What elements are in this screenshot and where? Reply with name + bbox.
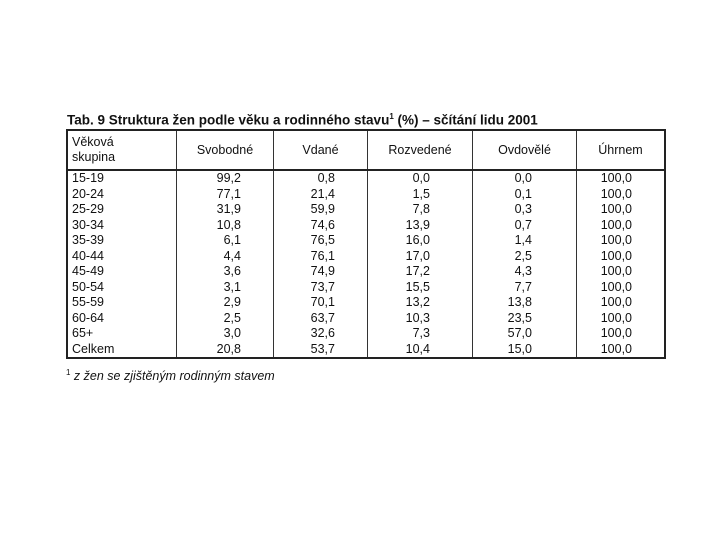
table-cell: 13,8	[473, 295, 577, 311]
table-cell: 7,3	[368, 326, 473, 342]
table-row	[67, 218, 665, 234]
table-cell: 100,0	[577, 280, 666, 296]
table-cell: 57,0	[473, 326, 577, 342]
title-footnote-marker: 1	[389, 112, 394, 121]
table-cell: 70,1	[274, 295, 368, 311]
header-age-group	[67, 130, 177, 170]
table-cell: 77,1	[177, 187, 274, 203]
row-label: 35-39	[67, 233, 177, 249]
table-row	[67, 342, 665, 359]
data-table	[66, 129, 666, 359]
table-row	[67, 295, 665, 311]
row-label: 55-59	[67, 295, 177, 311]
table-cell: 100,0	[577, 264, 666, 280]
table-cell: 100,0	[577, 170, 666, 187]
header-age-group-line2: skupina	[72, 150, 116, 164]
table-cell: 74,9	[274, 264, 368, 280]
table-row	[67, 202, 665, 218]
row-label: 50-54	[67, 280, 177, 296]
header-uhrnem: Úhrnem	[577, 130, 666, 170]
table-row	[67, 187, 665, 203]
table-row	[67, 264, 665, 280]
table-title	[67, 112, 538, 128]
table-cell: 0,0	[368, 170, 473, 187]
table-body	[67, 170, 665, 358]
table-cell: 0,0	[473, 170, 577, 187]
table-cell: 3,0	[177, 326, 274, 342]
footnote-marker: 1	[66, 368, 71, 377]
table-cell: 6,1	[177, 233, 274, 249]
table-cell: 76,5	[274, 233, 368, 249]
table-cell: 32,6	[274, 326, 368, 342]
table-cell: 73,7	[274, 280, 368, 296]
table-cell: 76,1	[274, 249, 368, 265]
title-suffix: (%) – sčítání lidu 2001	[393, 112, 538, 128]
table-cell: 59,9	[274, 202, 368, 218]
table-row	[67, 326, 665, 342]
table-cell: 16,0	[368, 233, 473, 249]
table-cell: 1,5	[368, 187, 473, 203]
header-row	[67, 130, 665, 170]
table-cell: 10,3	[368, 311, 473, 327]
table-cell: 15,0	[473, 342, 577, 359]
header-ovdovele: Ovdovělé	[473, 130, 577, 170]
table-cell: 2,9	[177, 295, 274, 311]
table-cell: 99,2	[177, 170, 274, 187]
table-cell: 4,3	[473, 264, 577, 280]
table-cell: 53,7	[274, 342, 368, 359]
table-cell: 7,8	[368, 202, 473, 218]
header-rozvedene: Rozvedené	[368, 130, 473, 170]
row-label: 15-19	[67, 170, 177, 187]
table-row	[67, 233, 665, 249]
table-cell: 3,6	[177, 264, 274, 280]
table-cell: 100,0	[577, 202, 666, 218]
header-age-group-line1: Věková	[72, 135, 114, 149]
table-cell: 0,7	[473, 218, 577, 234]
row-label: 40-44	[67, 249, 177, 265]
table-cell: 2,5	[473, 249, 577, 265]
table-cell: 100,0	[577, 187, 666, 203]
footnote	[66, 368, 275, 383]
table-cell: 100,0	[577, 295, 666, 311]
row-label: 30-34	[67, 218, 177, 234]
table-cell: 17,2	[368, 264, 473, 280]
table-row	[67, 170, 665, 187]
table-cell: 3,1	[177, 280, 274, 296]
row-label: 65+	[67, 326, 177, 342]
table-cell: 13,2	[368, 295, 473, 311]
table-cell: 0,1	[473, 187, 577, 203]
header-svobodne: Svobodné	[177, 130, 274, 170]
table-cell: 0,8	[274, 170, 368, 187]
table-cell: 100,0	[577, 249, 666, 265]
row-label: 60-64	[67, 311, 177, 327]
table-row	[67, 311, 665, 327]
table-cell: 1,4	[473, 233, 577, 249]
table-cell: 4,4	[177, 249, 274, 265]
table-cell: 74,6	[274, 218, 368, 234]
table-cell: 17,0	[368, 249, 473, 265]
table-cell: 100,0	[577, 311, 666, 327]
table-cell: 20,8	[177, 342, 274, 359]
table-cell: 7,7	[473, 280, 577, 296]
table-cell: 21,4	[274, 187, 368, 203]
table-cell: 100,0	[577, 326, 666, 342]
row-label: 25-29	[67, 202, 177, 218]
table-cell: 100,0	[577, 233, 666, 249]
table-cell: 10,8	[177, 218, 274, 234]
table-cell: 100,0	[577, 342, 666, 359]
row-label: 45-49	[67, 264, 177, 280]
header-vdane: Vdané	[274, 130, 368, 170]
table-row	[67, 280, 665, 296]
row-label: Celkem	[67, 342, 177, 359]
table-cell: 63,7	[274, 311, 368, 327]
table-row	[67, 249, 665, 265]
footnote-text: z žen se zjištěným rodinným stavem	[70, 369, 275, 384]
table-cell: 23,5	[473, 311, 577, 327]
table-cell: 15,5	[368, 280, 473, 296]
table-cell: 0,3	[473, 202, 577, 218]
title-text: Tab. 9 Struktura žen podle věku a rodinného stavu	[67, 112, 390, 128]
table-cell: 2,5	[177, 311, 274, 327]
row-label: 20-24	[67, 187, 177, 203]
table-cell: 10,4	[368, 342, 473, 359]
table-cell: 13,9	[368, 218, 473, 234]
table-cell: 31,9	[177, 202, 274, 218]
table-cell: 100,0	[577, 218, 666, 234]
